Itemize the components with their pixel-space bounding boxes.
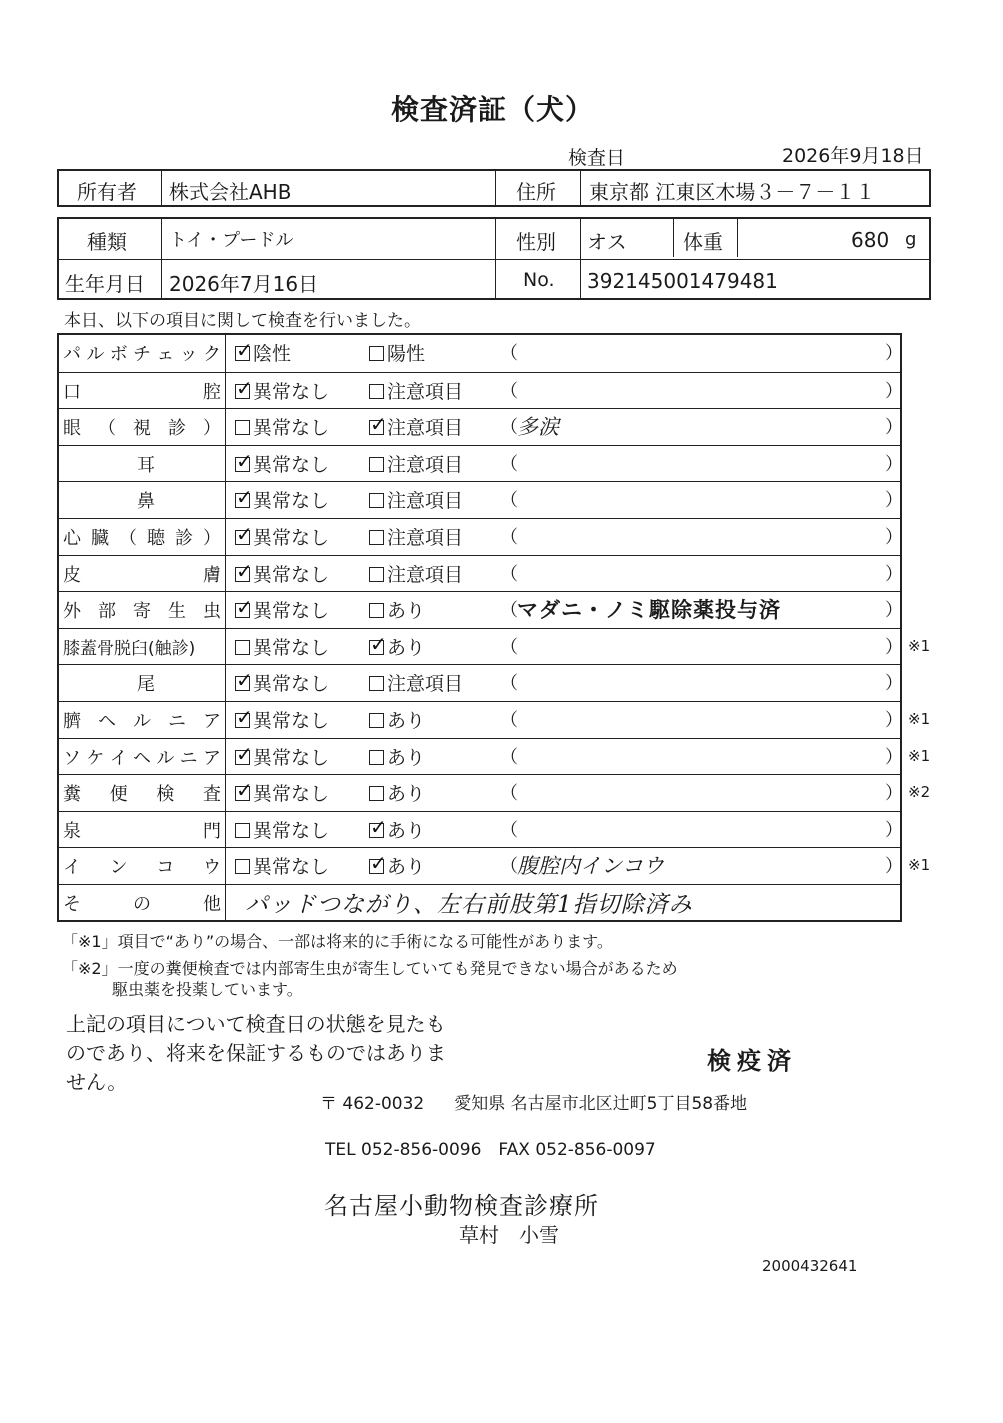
footnote-ref: ※1 [908,746,931,765]
paren-close: ） [885,783,903,805]
option-1-label: 異常なし [253,527,330,549]
checkbox-icon[interactable] [235,676,250,691]
birth-label: 生年月日 [65,272,145,296]
exam-row [59,481,903,518]
checkbox-icon[interactable] [235,493,250,508]
option-2[interactable] [369,413,463,440]
footnote-ref: ※1 [908,856,931,875]
option-1[interactable] [235,413,329,440]
exam-item-label: 眼 （ 視 診 ） [63,418,221,440]
option-1[interactable] [235,560,329,587]
breed-value: トイ・プードル [169,230,294,251]
exam-table [57,333,931,922]
exam-row [59,372,903,409]
paren-open: （ [500,783,518,805]
exam-item-label: 膝蓋骨脱臼(触診) [63,638,196,659]
paren-close: ） [885,380,903,402]
option-2[interactable] [369,523,463,550]
paren-close: ） [885,710,903,731]
option-1-label: 異常なし [253,636,330,659]
option-2-label: 注意項目 [387,563,464,586]
paren-open: （ [500,819,518,841]
checkbox-icon[interactable] [235,713,250,728]
checkbox-icon[interactable] [235,603,250,618]
exam-item-label: 心 臓 （ 聴 診 ） [63,528,221,549]
exam-item-label: イ ン コ ウ [63,857,221,879]
owner-value: 株式会社AHB [169,180,292,204]
option-1[interactable] [235,523,329,550]
exam-row [59,811,903,848]
option-1[interactable] [235,852,329,879]
option-1[interactable] [235,816,329,843]
birth-value: 2026年7月16日 [169,272,319,296]
option-1[interactable] [235,339,291,366]
checkbox-icon[interactable] [369,603,384,618]
clinic-phone: TEL 052-856-0096 FAX 052-856-0097 [325,1140,656,1160]
exam-note: 腹腔内インコウ [517,854,664,879]
paren-close: ） [885,490,903,512]
option-2[interactable] [369,816,425,843]
footnote-ref: ※2 [908,783,931,802]
paren-close: ） [885,563,903,585]
option-2[interactable] [369,596,425,623]
checkbox-icon[interactable] [369,640,384,655]
option-2-label: あり [387,710,426,732]
option-1[interactable] [235,633,329,660]
checkbox-icon[interactable] [235,530,250,545]
exam-item-label: 耳 [137,454,155,476]
exam-item-label: 尾 [137,674,155,696]
option-2[interactable] [369,852,425,879]
option-2[interactable] [369,377,463,404]
option-1[interactable] [235,377,329,404]
option-1-label: 異常なし [253,819,330,842]
checkbox-icon[interactable] [369,384,384,399]
option-1-label: 異常なし [253,783,330,806]
paren-close: ） [885,819,903,841]
option-1[interactable] [235,486,329,513]
footnote-1: 「※1」項目で“あり”の場合、一部は将来的に手術になる可能性があります。 [62,932,613,951]
paren-open: （ [500,527,518,548]
paren-close: ） [885,600,903,622]
checkbox-icon[interactable] [369,346,384,361]
exam-row [59,555,903,592]
intro-text: 本日、以下の項目に関して検査を行いました。 [64,311,421,331]
sex-label: 性別 [516,230,556,254]
exam-row [59,847,931,884]
footnote-ref: ※1 [908,636,931,655]
option-1-label: 異常なし [253,673,330,696]
checkbox-icon[interactable] [235,567,250,582]
weight-value: 680 [851,228,890,252]
option-1[interactable] [235,779,329,806]
option-1[interactable] [235,706,329,733]
exam-row [59,518,903,555]
option-1-label: 陰性 [253,343,292,365]
paren-open: （ [500,380,518,402]
option-2[interactable] [369,669,463,696]
option-2-label: 注意項目 [387,673,464,696]
checkbox-icon[interactable] [369,567,384,582]
paren-open: （ [500,746,518,768]
exam-note: マダニ・ノミ駆除薬投与済 [517,598,781,623]
checkbox-icon[interactable] [235,859,250,874]
exam-row-other [59,884,900,920]
option-1-label: 異常なし [253,600,330,623]
quarantine-stamp: 検疫済 [707,1047,797,1075]
paren-close: ） [885,453,903,475]
option-2[interactable] [369,633,425,660]
paren-open: （ [500,453,518,475]
no-label: No. [523,269,555,291]
checkbox-icon[interactable] [235,420,250,435]
checkbox-icon[interactable] [369,530,384,545]
option-1-label: 異常なし [253,417,330,440]
exam-item-label: 口 腔 [63,381,221,403]
paren-close: ） [885,636,903,658]
exam-note: 多涙 [517,415,559,440]
option-2-label: あり [387,636,426,659]
option-2[interactable] [369,743,425,770]
paren-open: （ [500,636,518,658]
exam-row [59,701,931,738]
checkbox-icon[interactable] [369,420,384,435]
option-2-label: 注意項目 [387,453,464,476]
document-title: 検査済証（犬） [390,93,594,126]
paren-close: ） [885,746,903,768]
postal-code: 〒 462-0032 [320,1094,425,1114]
address-label: 住所 [516,180,556,204]
option-2[interactable] [369,560,463,587]
footnote-ref: ※1 [908,710,931,728]
option-2-label: あり [387,783,426,806]
exam-row [59,445,903,482]
option-1-label: 異常なし [253,856,330,879]
checkbox-icon[interactable] [369,859,384,874]
exam-item-label: 外 部 寄 生 虫 [63,601,221,623]
exam-item-label: 鼻 [137,491,155,513]
disclaimer: 上記の項目について検査日の状態を見たものであり、将来を保証するものではありません。 [66,1012,446,1094]
checkbox-icon[interactable] [235,457,250,472]
footnote-3: 駆虫薬を投薬しています。 [112,980,303,999]
option-2[interactable] [369,339,425,366]
exam-item-label: 泉 門 [63,820,221,842]
option-2[interactable] [369,450,463,477]
option-1[interactable] [235,743,329,770]
checkbox-icon[interactable] [369,676,384,691]
breed-label: 種類 [87,230,127,254]
checkbox-icon[interactable] [369,457,384,472]
option-1-label: 異常なし [253,490,330,513]
checkbox-icon[interactable] [235,640,250,655]
option-1[interactable] [235,669,329,696]
paren-open: （ [500,856,518,878]
checkbox-icon[interactable] [235,384,250,399]
paren-open: （ [500,343,518,364]
option-2[interactable] [369,706,425,733]
paren-close: ） [885,343,903,364]
checkbox-icon[interactable] [235,750,250,765]
paren-open: （ [500,490,518,512]
animal-table [57,217,931,300]
option-2-label: 注意項目 [387,380,464,403]
option-2-label: 注意項目 [387,417,464,440]
exam-row [59,628,931,665]
owner-table [57,169,931,207]
paren-close: ） [885,673,903,695]
paren-open: （ [500,417,518,439]
checkbox-icon[interactable] [369,750,384,765]
paren-open: （ [500,673,518,695]
paren-open: （ [500,563,518,585]
option-2[interactable] [369,779,425,806]
option-1-label: 異常なし [253,380,330,403]
doctor-name: 草村 小雪 [459,1223,559,1247]
option-1-label: 異常なし [253,453,330,476]
exam-item-label: パ ル ボ チ ェ ッ ク [63,344,221,365]
exam-row [59,774,931,811]
owner-label: 所有者 [77,180,137,204]
weight-unit: g [905,229,917,250]
exam-item-label: 皮 膚 [63,564,221,586]
option-1[interactable] [235,450,329,477]
checkbox-icon[interactable] [369,493,384,508]
exam-item-label: 糞 便 検 査 [63,784,221,806]
checkbox-icon[interactable] [369,713,384,728]
exam-row [59,335,903,372]
option-1[interactable] [235,596,329,623]
exam-date-label: 検査日 [568,147,626,169]
option-1-label: 異常なし [253,710,330,732]
exam-item-label: ソ ケ イ ヘ ル ニ ア [63,747,221,769]
weight-label: 体重 [683,230,723,254]
option-2-label: 注意項目 [387,527,464,549]
exam-date-value: 2026年9月18日 [782,145,924,167]
other-label: そ の 他 [63,894,221,915]
exam-row [59,591,903,628]
checkbox-icon[interactable] [235,786,250,801]
paren-open: （ [500,600,518,622]
no-value: 392145001479481 [587,269,778,293]
option-2[interactable] [369,486,463,513]
option-1-label: 異常なし [253,746,330,769]
exam-item-label: 臍 ヘ ル ニ ア [63,711,221,732]
checkbox-icon[interactable] [235,823,250,838]
clinic-address-line [320,1089,747,1114]
option-1-label: 異常なし [253,563,330,586]
option-2-label: 注意項目 [387,490,464,513]
option-2-label: 陽性 [387,343,426,365]
paren-close: ） [885,527,903,548]
exam-row [59,738,931,775]
checkbox-icon[interactable] [369,823,384,838]
sex-value: オス [587,230,627,254]
checkbox-icon[interactable] [235,346,250,361]
paren-close: ） [885,417,903,439]
checkbox-icon[interactable] [369,786,384,801]
paren-close: ） [885,856,903,878]
clinic-name: 名古屋小動物検査診療所 [324,1192,599,1220]
option-2-label: あり [387,746,426,769]
exam-row [59,664,903,701]
serial-number: 2000432641 [762,1257,858,1275]
paren-open: （ [500,710,518,731]
clinic-address: 愛知県 名古屋市北区辻町5丁目58番地 [454,1094,748,1114]
option-2-label: あり [387,819,426,842]
option-2-label: あり [387,600,426,623]
option-2-label: あり [387,856,426,879]
other-note: パッドつながり、左右前肢第1指切除済み [245,892,693,918]
footnote-2: 「※2」一度の糞便検査では内部寄生虫が寄生していても発見できない場合があるため [62,959,678,978]
exam-row [59,408,903,445]
address-value: 東京都 江東区木場３－７－１１ [589,180,876,204]
